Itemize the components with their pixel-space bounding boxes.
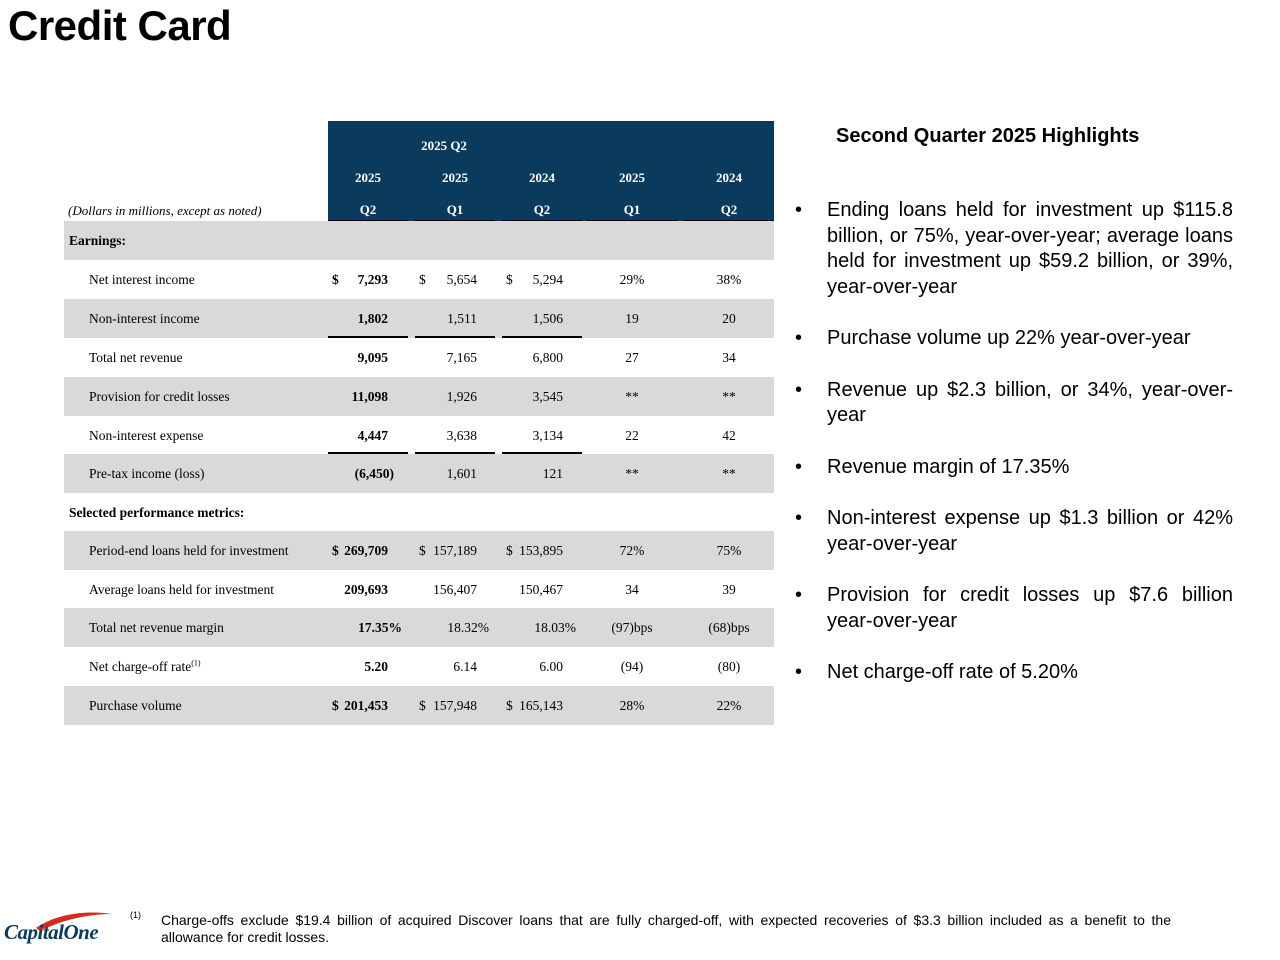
highlight-item xyxy=(795,506,1233,557)
table-row xyxy=(64,531,774,570)
footnote-text: Charge-offs exclude $19.4 billion of acquired Discover loans that are fully charged-off, with expected recoveries of $3.3 billion included as a benefit to the allowance for credit losses. xyxy=(161,912,1171,945)
row-label: Average loans held for investment xyxy=(89,582,274,597)
highlight-text: Ending loans held for investment up $115.8 billion, or 75%, year-over-year; average loans held for investment up $59.2 billion, or 39%, year-over-year xyxy=(827,199,1233,298)
value-cell: ** xyxy=(625,466,639,481)
value-cell: 17.35% xyxy=(358,620,402,635)
col-quarter-3: Q2 xyxy=(533,202,551,217)
value-cell: 19 xyxy=(625,311,639,326)
value-cell: ** xyxy=(722,389,736,404)
value-cell: 150,467 xyxy=(519,582,563,597)
currency-symbol: $ xyxy=(419,543,426,558)
value-cell: 5,654 xyxy=(446,272,477,287)
value-cell: 157,189 xyxy=(433,543,477,558)
value-cell: 9,095 xyxy=(357,350,388,365)
column-group-label: 2025 Q2 xyxy=(421,138,467,153)
highlights-title: Second Quarter 2025 Highlights xyxy=(836,125,1140,147)
value-cell: 22% xyxy=(716,698,742,713)
value-cell: 29% xyxy=(619,272,645,287)
section-row-earnings xyxy=(64,221,774,260)
value-cell: 22 xyxy=(625,428,639,443)
value-cell: 27 xyxy=(625,350,639,365)
value-cell: 75% xyxy=(716,543,742,558)
value-cell: 3,134 xyxy=(532,428,563,443)
value-cell: 28% xyxy=(619,698,645,713)
table-row xyxy=(64,416,774,455)
row-label: Total net revenue margin xyxy=(89,620,224,635)
value-cell: 18.03% xyxy=(534,620,576,635)
currency-symbol: $ xyxy=(419,272,426,287)
row-label: Provision for credit losses xyxy=(89,389,230,404)
table-row xyxy=(64,260,774,299)
table-row xyxy=(64,377,774,416)
value-cell: 3,545 xyxy=(532,389,563,404)
row-label-text: Net charge-off rate xyxy=(89,659,192,674)
value-cell: 1,511 xyxy=(447,311,477,326)
bullet-icon: • xyxy=(795,378,803,401)
value-cell: 39 xyxy=(722,582,736,597)
value-cell: ** xyxy=(722,466,736,481)
value-cell: (6,450) xyxy=(354,466,394,481)
highlight-item xyxy=(795,455,1233,481)
value-cell: 209,693 xyxy=(344,582,388,597)
table-row xyxy=(64,570,774,609)
highlight-text: Non-interest expense up $1.3 billion or 42% year-over-year xyxy=(827,507,1233,555)
value-cell: 153,895 xyxy=(519,543,563,558)
highlight-item xyxy=(795,326,1233,352)
col-year-4: 2025 xyxy=(619,170,645,185)
bullet-icon: • xyxy=(795,327,803,349)
row-label: Net interest income xyxy=(89,272,195,287)
section-label: Selected performance metrics: xyxy=(69,505,245,520)
value-cell: 20 xyxy=(722,311,736,326)
row-label: Non-interest income xyxy=(89,311,200,326)
col-quarter-1: Q2 xyxy=(359,202,377,217)
currency-symbol: $ xyxy=(506,543,513,558)
col-year-2: 2025 xyxy=(442,170,468,185)
value-cell: 5.20 xyxy=(364,659,388,674)
highlights-list xyxy=(795,198,1233,712)
value-cell: 11,098 xyxy=(351,389,388,404)
currency-symbol: $ xyxy=(506,272,513,287)
value-cell: 4,447 xyxy=(357,428,388,443)
table-row xyxy=(64,338,774,377)
highlight-text: Purchase volume up 22% year-over-year xyxy=(827,327,1191,349)
highlight-text: Revenue margin of 17.35% xyxy=(827,455,1070,478)
footnote-mark: (1) xyxy=(130,910,141,920)
highlight-text: Provision for credit losses up $7.6 billion year-over-year xyxy=(827,584,1233,632)
value-cell: 1,601 xyxy=(446,466,477,481)
currency-symbol: $ xyxy=(332,698,339,713)
value-cell: 38% xyxy=(716,272,742,287)
row-label: Pre-tax income (loss) xyxy=(89,466,205,481)
value-cell: 6,800 xyxy=(532,350,563,365)
units-note: (Dollars in millions, except as noted) xyxy=(68,203,262,218)
financial-table xyxy=(64,121,774,725)
col-year-3: 2024 xyxy=(529,170,555,185)
value-cell: 6.00 xyxy=(539,659,563,674)
value-cell: 201,453 xyxy=(344,698,388,713)
value-cell: 6.14 xyxy=(453,659,477,674)
value-cell: 7,293 xyxy=(357,272,388,287)
table-row xyxy=(64,454,774,493)
value-cell: 34 xyxy=(722,350,736,365)
value-cell: 156,407 xyxy=(433,582,477,597)
highlight-item xyxy=(795,660,1233,686)
currency-symbol: $ xyxy=(332,272,339,287)
value-cell: (94) xyxy=(620,659,644,674)
row-label: Non-interest expense xyxy=(89,428,204,443)
value-cell: 34 xyxy=(625,582,639,597)
value-cell: 165,143 xyxy=(519,698,563,713)
highlight-item xyxy=(795,378,1233,429)
table-row xyxy=(64,299,774,338)
row-label: Period-end loans held for investment xyxy=(89,543,289,558)
value-cell: (97)bps xyxy=(611,620,653,635)
col-quarter-5: Q2 xyxy=(720,202,738,217)
footnote-ref: (1) xyxy=(191,658,201,668)
currency-symbol: $ xyxy=(506,698,513,713)
highlight-text: Revenue up $2.3 billion, or 34%, year-over-year xyxy=(827,378,1233,426)
value-cell: 1,926 xyxy=(446,389,477,404)
highlight-text: Net charge-off rate of 5.20% xyxy=(827,661,1078,683)
bullet-icon: • xyxy=(795,455,803,478)
value-cell: 1,802 xyxy=(357,311,388,326)
value-cell: (80) xyxy=(717,659,741,674)
value-cell: 3,638 xyxy=(446,428,477,443)
col-year-1: 2025 xyxy=(355,170,381,185)
value-cell: 269,709 xyxy=(344,543,388,558)
col-year-5: 2024 xyxy=(716,170,742,185)
value-cell: 42 xyxy=(722,428,736,443)
value-cell: 157,948 xyxy=(433,698,477,713)
table-row xyxy=(64,608,774,647)
value-cell: 18.32% xyxy=(447,620,489,635)
row-label: Purchase volume xyxy=(89,698,182,713)
currency-symbol: $ xyxy=(419,698,426,713)
highlight-item xyxy=(795,198,1233,300)
capital-one-logo xyxy=(4,908,116,952)
bullet-icon: • xyxy=(795,507,803,529)
col-quarter-4: Q1 xyxy=(623,202,641,217)
section-label: Earnings: xyxy=(69,233,127,248)
value-cell: 5,294 xyxy=(532,272,563,287)
logo-wordmark: CapitalOne xyxy=(4,920,99,944)
bullet-icon: • xyxy=(795,661,803,683)
value-cell: 1,506 xyxy=(532,311,563,326)
value-cell: 72% xyxy=(619,543,645,558)
section-row-metrics xyxy=(64,493,774,532)
bullet-icon: • xyxy=(795,584,803,606)
highlight-item xyxy=(795,583,1233,634)
value-cell: ** xyxy=(625,389,639,404)
currency-symbol: $ xyxy=(332,543,339,558)
bullet-icon: • xyxy=(795,199,803,221)
value-cell: (68)bps xyxy=(708,620,750,635)
row-label xyxy=(89,647,201,686)
table-row xyxy=(64,686,774,725)
col-quarter-2: Q1 xyxy=(446,202,464,217)
row-label: Total net revenue xyxy=(89,350,183,365)
value-cell: 7,165 xyxy=(446,350,477,365)
value-cell: 121 xyxy=(542,466,563,481)
page-title: Credit Card xyxy=(8,2,232,49)
table-row xyxy=(64,647,774,686)
